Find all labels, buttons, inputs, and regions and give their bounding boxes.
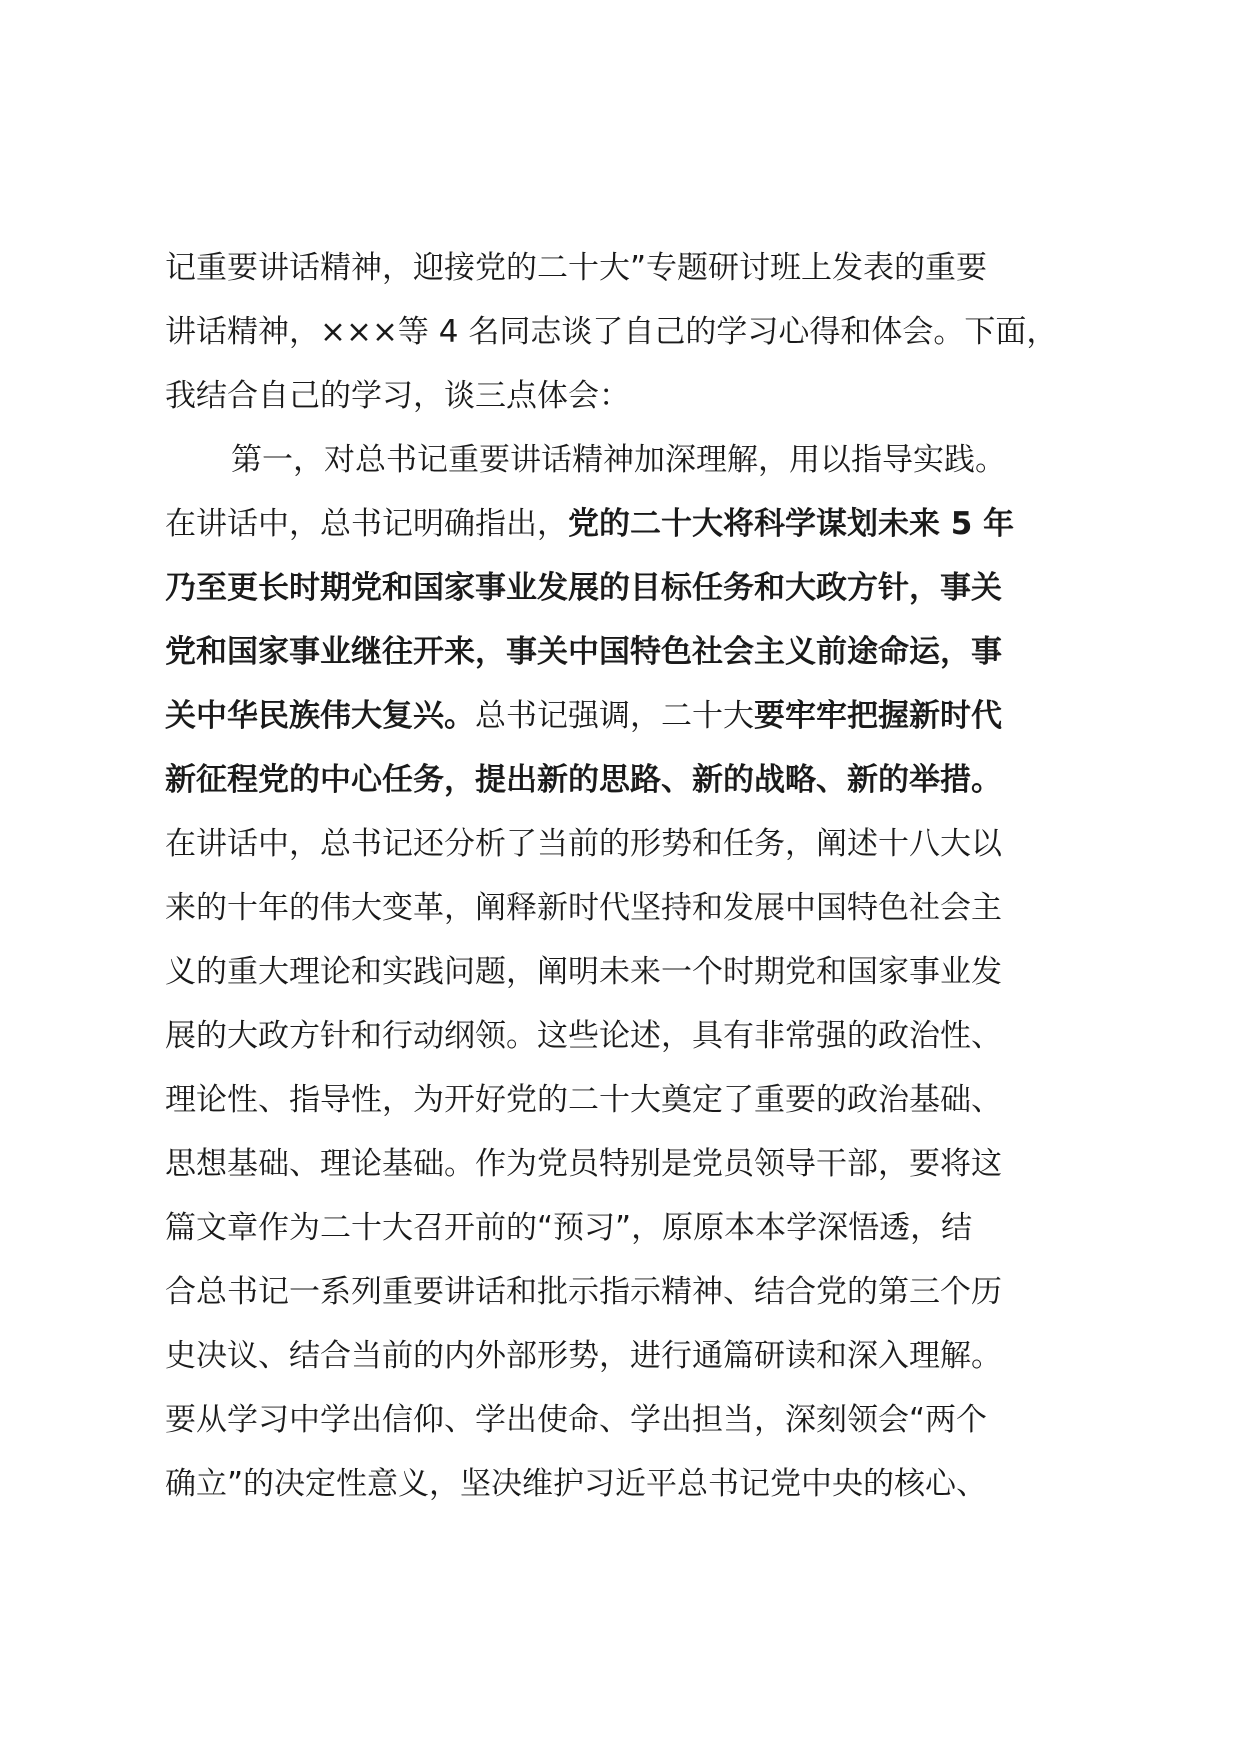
text-run: 来的十年的伟大变革，阐释新时代坚持和发展中国特色社会主 — [165, 890, 1002, 926]
text-run: 合总书记一系列重要讲话和批示指示精神、结合党的第三个历 — [165, 1274, 1002, 1310]
text-line-7 — [165, 620, 1085, 684]
text-line-15 — [165, 1132, 1085, 1196]
bold-text-run: 党和国家事业继往开来，事关中国特色社会主义前途命运，事 — [165, 634, 1002, 670]
text-line-17 — [165, 1260, 1085, 1324]
text-line-11 — [165, 876, 1085, 940]
text-line-10 — [165, 812, 1085, 876]
text-run: 在讲话中，总书记明确指出， — [165, 506, 568, 542]
text-run: 第一，对总书记重要讲话精神加深理解，用以指导实践。 — [231, 442, 1006, 478]
bold-text-run: 党的二十大将科学谋划未来 5 年 — [568, 506, 1015, 542]
text-run: 在讲话中，总书记还分析了当前的形势和任务，阐述十八大以 — [165, 826, 1002, 862]
text-run: 记重要讲话精神，迎接党的二十大”专题研讨班上发表的重要 — [165, 250, 988, 286]
text-line-2 — [165, 300, 1085, 364]
text-run: 要从学习中学出信仰、学出使命、学出担当，深刻领会“两个 — [165, 1402, 988, 1438]
bold-text-run: 新征程党的中心任务，提出新的思路、新的战略、新的举措。 — [165, 762, 1002, 798]
paragraph-heading-first — [165, 428, 1085, 492]
text-line-6 — [165, 556, 1085, 620]
text-line-18 — [165, 1324, 1085, 1388]
text-line-5 — [165, 492, 1085, 556]
document-body — [165, 236, 1085, 1516]
bold-text-run: 关中华民族伟大复兴。 — [165, 698, 475, 734]
text-run: 史决议、结合当前的内外部形势，进行通篇研读和深入理解。 — [165, 1338, 1002, 1374]
text-line-9 — [165, 748, 1085, 812]
text-run: 篇文章作为二十大召开前的“预习”，原原本本学深悟透，结 — [165, 1210, 973, 1246]
text-run: 总书记强调，二十大 — [475, 698, 754, 734]
bold-text-run: 乃至更长时期党和国家事业发展的目标任务和大政方针，事关 — [165, 570, 1002, 606]
text-run: 理论性、指导性，为开好党的二十大奠定了重要的政治基础、 — [165, 1082, 1002, 1118]
text-run: 我结合自己的学习，谈三点体会： — [165, 378, 630, 414]
text-line-12 — [165, 940, 1085, 1004]
text-run: 义的重大理论和实践问题，阐明未来一个时期党和国家事业发 — [165, 954, 1002, 990]
text-line-20 — [165, 1452, 1085, 1516]
text-line-14 — [165, 1068, 1085, 1132]
text-run: 讲话精神，×××等 4 名同志谈了自己的学习心得和体会。下面， — [165, 314, 1058, 350]
text-line-13 — [165, 1004, 1085, 1068]
text-line-8 — [165, 684, 1085, 748]
text-line-16 — [165, 1196, 1085, 1260]
text-line-3 — [165, 364, 1085, 428]
bold-text-run: 要牢牢把握新时代 — [754, 698, 1002, 734]
text-run: 确立”的决定性意义，坚决维护习近平总书记党中央的核心、 — [165, 1466, 988, 1502]
text-run: 展的大政方针和行动纲领。这些论述，具有非常强的政治性、 — [165, 1018, 1002, 1054]
text-line-19 — [165, 1388, 1085, 1452]
text-run: 思想基础、理论基础。作为党员特别是党员领导干部，要将这 — [165, 1146, 1002, 1182]
text-line-1 — [165, 236, 1085, 300]
